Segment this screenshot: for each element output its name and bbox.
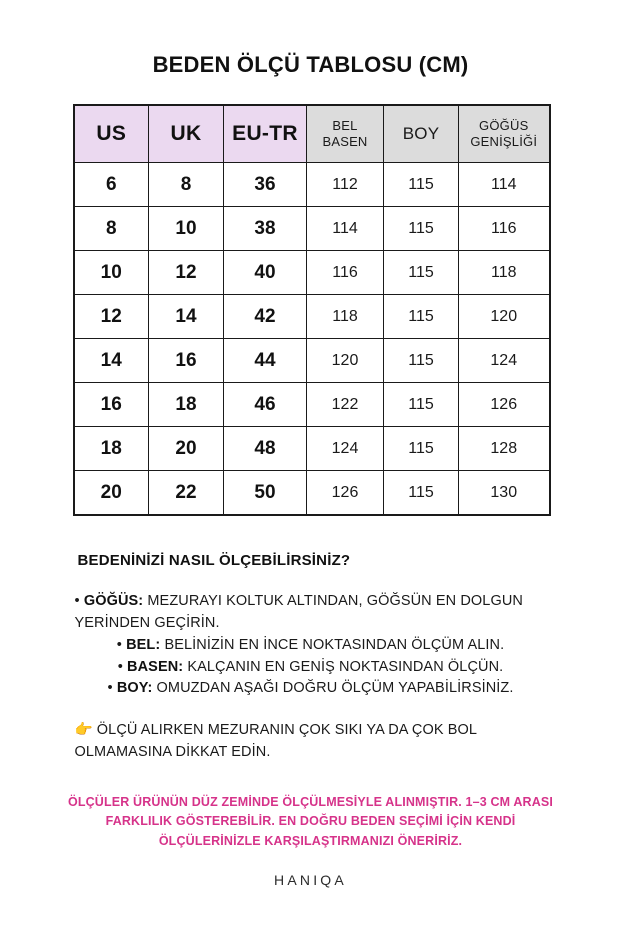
cell-uk: 18: [149, 383, 224, 427]
cell-uk: 10: [149, 207, 224, 251]
column-header-genisligi-label: GENİŞLİĞİ: [470, 134, 538, 150]
measurement-tip-text: ÖLÇÜ ALIRKEN MEZURANIN ÇOK SIKI YA DA ÇOK BOL OLMAMASINA DİKKAT EDİN.: [74, 722, 477, 760]
cell-eu-tr: 48: [224, 427, 307, 471]
cell-eu-tr: 38: [224, 207, 307, 251]
measurement-bullet-item: [71, 678, 551, 700]
cell-us: 6: [74, 163, 149, 207]
cell-us: 10: [74, 251, 149, 295]
cell-bel-basen: 118: [307, 295, 384, 339]
cell-eu-tr: 42: [224, 295, 307, 339]
how-to-measure-heading: BEDENİNİZİ NASIL ÖLÇEBİLİRSİNİZ?: [77, 552, 351, 570]
table-row: [74, 295, 550, 339]
page-title: BEDEN ÖLÇÜ TABLOSU (CM): [152, 52, 469, 77]
cell-eu-tr: 36: [224, 163, 307, 207]
column-header-us: [74, 105, 149, 163]
measurement-bullet-label: GÖĞÜS:: [83, 593, 144, 610]
table-row: [74, 427, 550, 471]
table-header-row: [74, 105, 550, 163]
cell-uk: 16: [149, 339, 224, 383]
measurement-bullet-label: BEL:: [126, 636, 161, 653]
cell-gogus-genisligi: 126: [459, 383, 550, 427]
cell-bel-basen: 126: [307, 471, 384, 516]
cell-gogus-genisligi: 118: [459, 251, 550, 295]
cell-us: 16: [74, 383, 149, 427]
bullet-dot-icon: •: [117, 658, 123, 675]
size-table: [73, 104, 551, 516]
table-row: [74, 251, 550, 295]
cell-gogus-genisligi: 128: [459, 427, 550, 471]
cell-gogus-genisligi: 124: [459, 339, 550, 383]
cell-uk: 8: [149, 163, 224, 207]
cell-bel-basen: 116: [307, 251, 384, 295]
measurement-bullet-item: [71, 635, 551, 657]
table-row: [74, 163, 550, 207]
cell-us: 20: [74, 471, 149, 516]
bullet-dot-icon: •: [107, 680, 113, 697]
column-header-us-label: US: [96, 122, 127, 146]
column-header-bel-label: BEL: [332, 118, 358, 134]
measurement-bullet-text: MEZURAYI KOLTUK ALTINDAN, GÖĞSÜN EN DOLGUN YERİNDEN GEÇİRİN.: [74, 593, 523, 632]
table-row: [74, 383, 550, 427]
cell-gogus-genisligi: 120: [459, 295, 550, 339]
cell-gogus-genisligi: 116: [459, 207, 550, 251]
cell-bel-basen: 120: [307, 339, 384, 383]
column-header-basen-label: BASEN: [322, 134, 368, 150]
cell-boy: 115: [384, 295, 459, 339]
pointing-hand-icon: 👉: [74, 722, 93, 739]
cell-boy: 115: [384, 383, 459, 427]
column-header-boy-label: BOY: [402, 124, 440, 144]
measurement-bullet-label: BASEN:: [127, 658, 184, 675]
table-row: [74, 207, 550, 251]
cell-uk: 12: [149, 251, 224, 295]
measurement-bullet-text: OMUZDAN AŞAĞI DOĞRU ÖLÇÜM YAPABİLİRSİNİZ.: [152, 680, 514, 697]
cell-boy: 115: [384, 163, 459, 207]
cell-us: 18: [74, 427, 149, 471]
column-header-uk: [149, 105, 224, 163]
column-header-boy: [384, 105, 459, 163]
cell-boy: 115: [384, 339, 459, 383]
cell-gogus-genisligi: 114: [459, 163, 550, 207]
size-table-head: [74, 105, 550, 163]
table-row: [74, 339, 550, 383]
measurement-tip: [71, 720, 551, 764]
how-to-measure-section: [71, 516, 551, 763]
cell-bel-basen: 114: [307, 207, 384, 251]
measurement-bullet-label: BOY:: [116, 680, 153, 697]
cell-boy: 115: [384, 427, 459, 471]
cell-gogus-genisligi: 130: [459, 471, 550, 516]
column-header-eu-tr: [224, 105, 307, 163]
cell-us: 8: [74, 207, 149, 251]
cell-us: 14: [74, 339, 149, 383]
cell-uk: 22: [149, 471, 224, 516]
cell-uk: 14: [149, 295, 224, 339]
column-header-bel-basen: [307, 105, 384, 163]
measurement-bullet-list: [71, 591, 551, 700]
column-header-uk-label: UK: [170, 122, 202, 146]
size-table-container: [73, 77, 549, 516]
bullet-dot-icon: •: [74, 593, 80, 610]
measurement-bullet-item: [71, 657, 551, 679]
disclaimer-note: ÖLÇÜLER ÜRÜNÜN DÜZ ZEMİNDE ÖLÇÜLMESİYLE ALINMIŞTIR. 1–3 CM ARASI FARKLILIK GÖSTEREBİLİR. EN DOĞRU BEDEN SEÇİMİ İÇİN KENDİ ÖLÇÜLERİNİZLE KARŞILAŞTIRMANIZI ÖNERİRİZ.: [67, 795, 554, 848]
column-header-eu-tr-label: EU-TR: [232, 122, 298, 146]
cell-eu-tr: 50: [224, 471, 307, 516]
cell-boy: 115: [384, 251, 459, 295]
brand-logo: HANIQA: [274, 872, 347, 888]
cell-boy: 115: [384, 207, 459, 251]
table-row: [74, 471, 550, 516]
column-header-gogus-genisligi: [459, 105, 550, 163]
measurement-bullet-text: KALÇANIN EN GENİŞ NOKTASINDAN ÖLÇÜN.: [183, 658, 504, 675]
size-table-body: [74, 163, 550, 516]
cell-bel-basen: 112: [307, 163, 384, 207]
measurement-bullet-item: [75, 591, 551, 635]
cell-uk: 20: [149, 427, 224, 471]
measurement-bullet-text: BELİNİZİN EN İNCE NOKTASINDAN ÖLÇÜM ALIN.: [160, 636, 505, 653]
column-header-gogus-label: GÖĞÜS: [479, 118, 529, 134]
cell-boy: 115: [384, 471, 459, 516]
cell-eu-tr: 46: [224, 383, 307, 427]
cell-eu-tr: 44: [224, 339, 307, 383]
cell-bel-basen: 122: [307, 383, 384, 427]
cell-us: 12: [74, 295, 149, 339]
cell-bel-basen: 124: [307, 427, 384, 471]
bullet-dot-icon: •: [116, 636, 122, 653]
cell-eu-tr: 40: [224, 251, 307, 295]
